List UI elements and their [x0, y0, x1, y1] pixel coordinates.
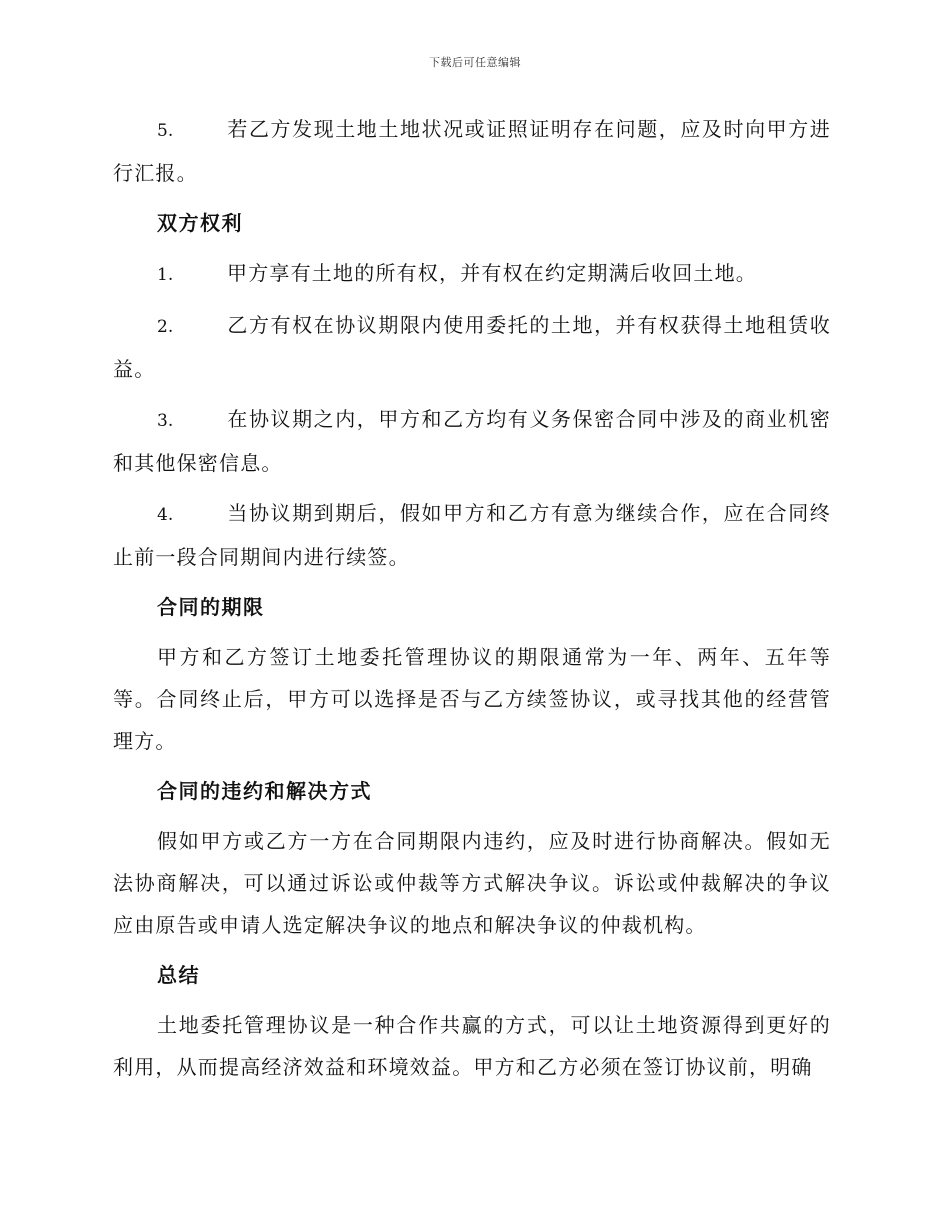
rights-item-1: [113, 252, 831, 296]
item-number: 1.: [157, 265, 174, 285]
term-paragraph: 甲方和乙方签订土地委托管理协议的期限通常为一年、两年、五年等等。合同终止后，甲方可以选择是否与乙方续签协议，或寻找其他的经营管理方。: [113, 645, 831, 753]
rights-item-3: [113, 398, 831, 484]
item-text: 在协议期之内，甲方和乙方均有义务保密合同中涉及的商业机密和其他保密信息。: [113, 407, 831, 475]
document-body: [113, 108, 831, 1096]
section-heading-summary: 总结: [157, 963, 200, 987]
item-text: 乙方有权在协议期限内使用委托的土地，并有权获得土地租赁收益。: [113, 313, 831, 381]
item-number: 2.: [157, 317, 174, 337]
rights-item-4: [113, 492, 831, 578]
summary-paragraph: 土地委托管理协议是一种合作共赢的方式，可以让土地资源得到更好的利用，从而提高经济效益和环境效益。甲方和乙方必须在签订协议前，明确: [113, 1013, 831, 1079]
obligation-item-5: [113, 108, 831, 194]
item-text: 甲方享有土地的所有权，并有权在约定期满后收回土地。: [227, 261, 757, 285]
item-text: 当协议期到期后，假如甲方和乙方有意为继续合作，应在合同终止前一段合同期间内进行续签。: [113, 501, 831, 569]
breach-paragraph: 假如甲方或乙方一方在合同期限内违约，应及时进行协商解决。假如无法协商解决，可以通过诉讼或仲裁等方式解决争议。诉讼或仲裁解决的争议应由原告或申请人选定解决争议的地点和解决争议的仲裁机构。: [113, 829, 831, 937]
section-heading-term: 合同的期限: [157, 595, 265, 619]
item-number: 4.: [157, 505, 174, 525]
item-text: 若乙方发现土地土地状况或证照证明存在问题，应及时向甲方进行汇报。: [113, 117, 831, 185]
page-header: 下载后可任意编辑: [429, 56, 521, 69]
item-number: 3.: [157, 411, 174, 431]
item-number: 5.: [157, 121, 174, 141]
section-heading-rights: 双方权利: [157, 211, 243, 235]
section-heading-breach: 合同的违约和解决方式: [157, 779, 372, 803]
rights-item-2: [113, 304, 831, 390]
